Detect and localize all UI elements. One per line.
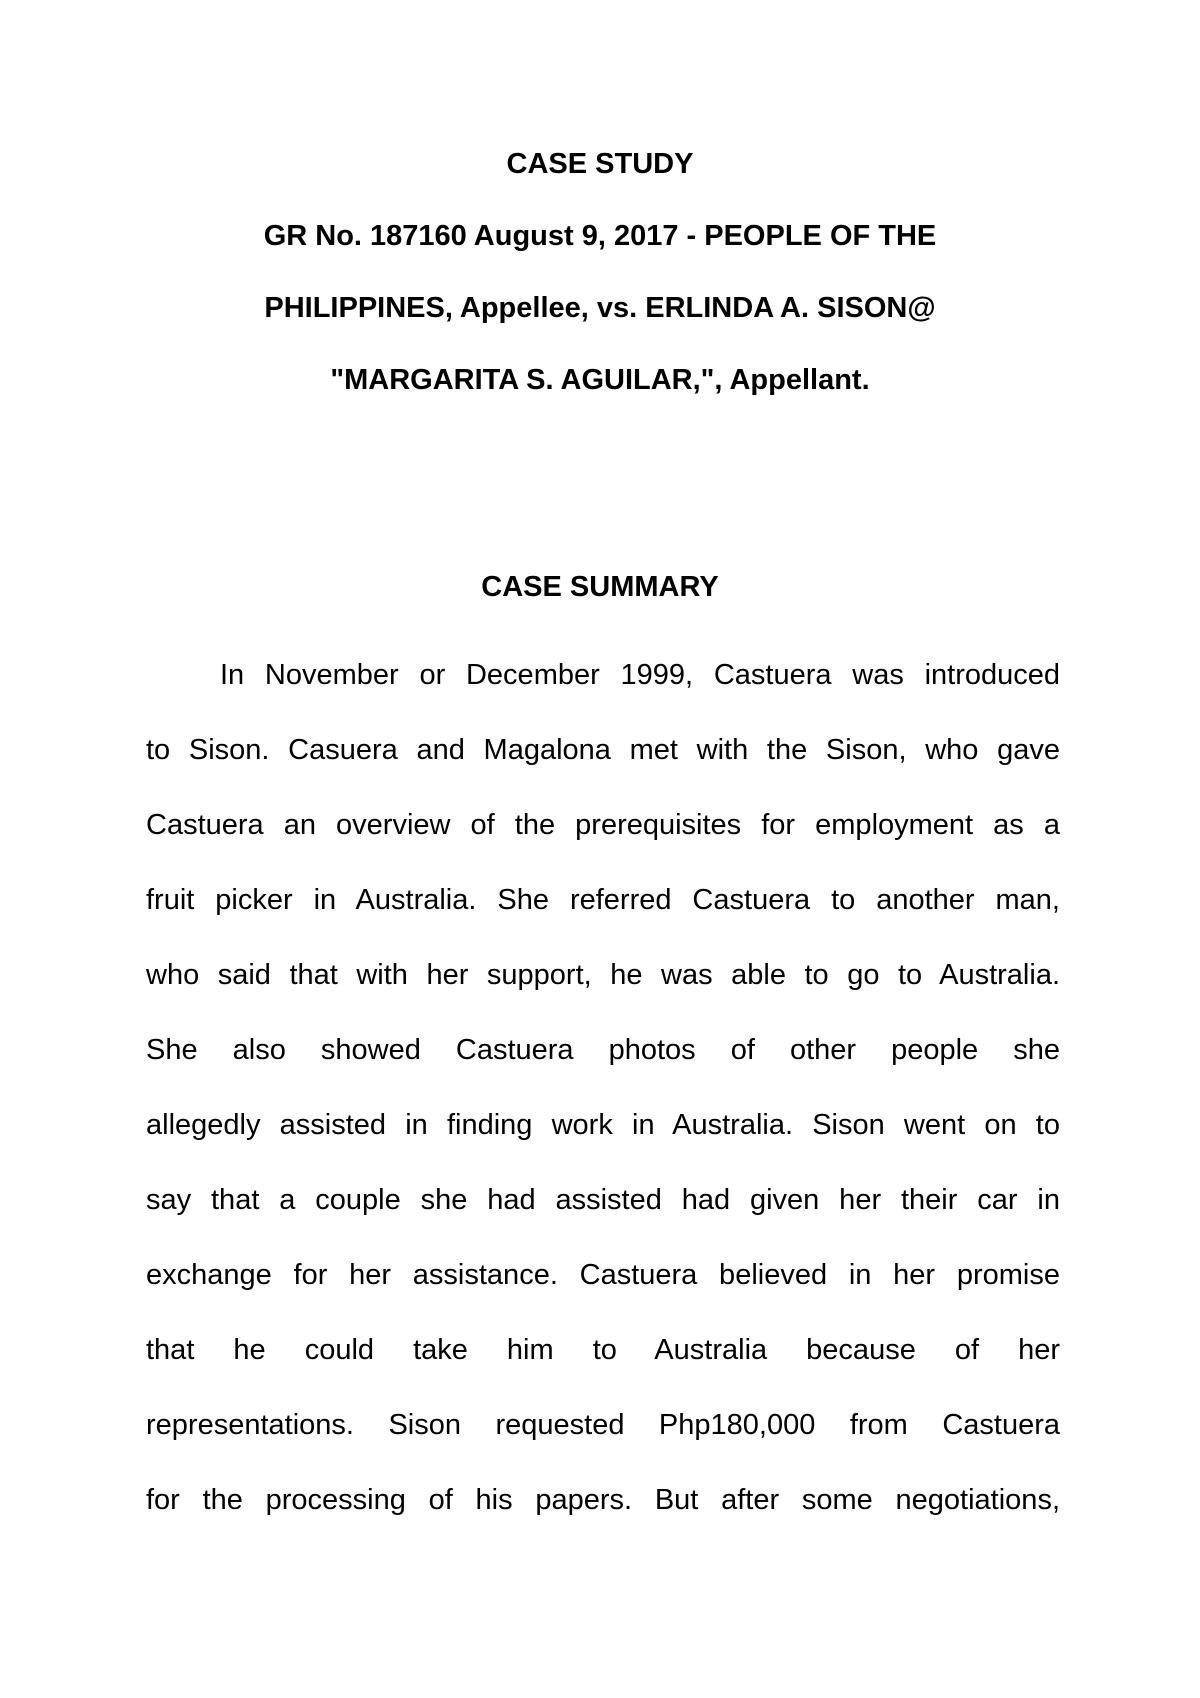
summary-line: allegedly assisted in finding work in Australia. Sison went on to [146,1109,1060,1141]
summary-line: Castuera an overview of the prerequisites for employment as a [146,809,1060,841]
summary-line: to Sison. Casuera and Magalona met with the Sison, who gave [146,734,1060,766]
summary-line: In November or December 1999, Castuera was introduced [220,659,1060,691]
summary-line: fruit picker in Australia. She referred Castuera to another man, [146,884,1060,916]
case-title-line-2: PHILIPPINES, Appellee, vs. ERLINDA A. SISON@ [264,292,936,324]
summary-line: say that a couple she had assisted had given her their car in [146,1184,1060,1216]
summary-line: exchange for her assistance. Castuera believed in her promise [146,1259,1060,1291]
summary-line: She also showed Castuera photos of other people she [146,1034,1060,1066]
case-title-line-1: GR No. 187160 August 9, 2017 - PEOPLE OF THE [263,220,937,252]
section-heading: CASE SUMMARY [481,571,719,603]
document-heading: CASE STUDY [506,148,694,180]
summary-line: representations. Sison requested Php180,000 from Castuera [146,1409,1060,1441]
summary-line: who said that with her support, he was able to go to Australia. [146,959,1060,991]
summary-line: for the processing of his papers. But after some negotiations, [146,1484,1060,1516]
summary-line: that he could take him to Australia because of her [146,1334,1060,1366]
case-title-line-3: "MARGARITA S. AGUILAR,", Appellant. [330,364,870,396]
